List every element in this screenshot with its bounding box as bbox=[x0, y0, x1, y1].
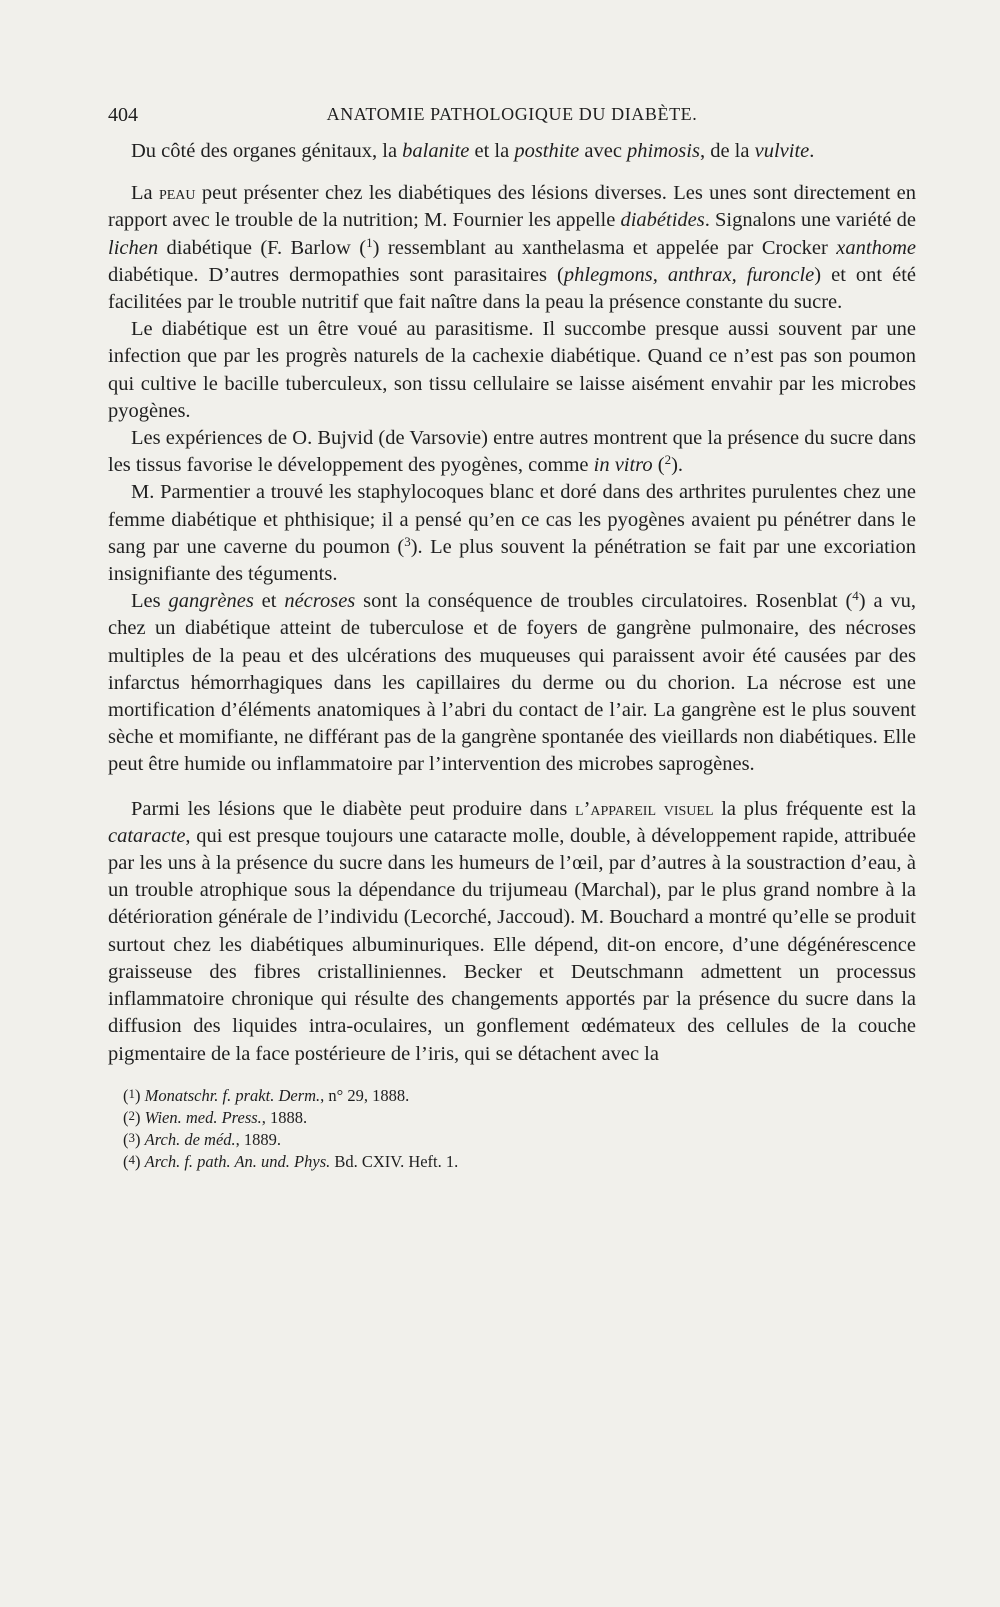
paragraph-bujvid-experiments: Les expériences de O. Bujvid (de Varsovie) entre autres montrent que la présence du sucre dans les tissus favorise le développement des pyogènes, comme in vitro ($^2$). bbox=[108, 427, 916, 477]
page-number: 404 bbox=[108, 104, 138, 126]
footnote-ref: 1 bbox=[366, 234, 373, 250]
running-header bbox=[108, 104, 916, 134]
paragraph-skin-lesions: La peau peut présenter chez les diabétiques des lésions diverses. Les unes sont directement en rapport avec le trouble de la nutrition; M. Fournier les appelle diabétides. Signalons une variété de lichen diabétique (F. Barlow ($^1$) ressemblant au xanthelasma et appelée par Crocker xanthome diabétique. D’autres dermopathies sont parasitaires (phlegmons, anthrax, furoncle) et ont été facilitées par le trouble nutritif que fait naître dans la peau la présence constante du sucre. bbox=[108, 182, 917, 314]
running-title: ANATOMIE PATHOLOGIQUE DU DIABÈTE. bbox=[326, 104, 698, 124]
footnotes bbox=[108, 1084, 916, 1172]
paragraph-parmentier: M. Parmentier a trouvé les staphylocoques blanc et doré dans des arthrites purulentes chez une femme diabétique et phthisique; il a pensé qu’en ce cas les pyogènes avaient pu pénétrer dans le sang par une caverne du poumon ($^3$). Le plus souvent la pénétration se fait par une excoriation insignifiante des téguments. bbox=[108, 481, 916, 586]
footnote: (4) Arch. f. path. An. und. Phys. Bd. CXIV. Heft. 1. bbox=[123, 1151, 459, 1171]
footnote: (2) Wien. med. Press., 1888. bbox=[123, 1107, 308, 1127]
footnote-ref: 4 bbox=[852, 588, 859, 604]
paragraph-genital-organs: Du côté des organes génitaux, la balanite et la posthite avec phimosis, de la vulvite. bbox=[131, 140, 815, 162]
footnote: (3) Arch. de méd., 1889. bbox=[123, 1129, 282, 1149]
paragraph-gangrene-necrosis: Les gangrènes et nécroses sont la conséquence de troubles circulatoires. Rosenblat ($^4$) a vu, chez un diabétique atteint de tuberculose et de foyers de gangrène pulmonaire, des nécroses multiples de la peau et des ulcérations des muqueuses qui paraissent avoir été causées par des infarctus hémorrhagiques dans les capillaires du derme ou du chorion. La nécrose est une mortification d’éléments anatomiques à l’abri du contact de l’air. La gangrène est le plus souvent sèche et momifiante, ne différant pas de la gangrène spontanée des vieillards non diabétiques. Elle peut être humide ou inflammatoire par l’intervention des microbes saprogènes. bbox=[108, 588, 916, 776]
book-page bbox=[108, 104, 916, 1172]
footnote-ref: 2 bbox=[664, 452, 672, 468]
footnote: (1) Monatschr. f. prakt. Derm., n° 29, 1888. bbox=[123, 1085, 410, 1105]
footnote-ref: 3 bbox=[404, 533, 411, 549]
paragraph-visual-apparatus: Parmi les lésions que le diabète peut produire dans l’appareil visuel la plus fréquente est la cataracte, qui est presque toujours une cataracte molle, double, à développement rapide, attribuée par les uns à la présence du sucre dans les humeurs de l’œil, par d’autres à la soustraction d’eau, à un trouble atrophique sous la dépendance du trijumeau (Marchal), par le plus grand nombre à la détérioration générale de l’individu (Lecorché, Jaccoud). M. Bouchard a montré qu’elle se produit surtout chez les diabétiques albuminuriques. Elle dépend, dit-on encore, d’une dégénérescence graisseuse des fibres cristalliniennes. Becker et Deutschmann admettent un processus inflammatoire chronique qui résulte des changements apportés par la présence du sucre dans la diffusion des liquides intra-oculaires, un gonflement œdémateux des cellules de la couche pigmentaire de la face postérieure de l’iris, qui se détachent avec la bbox=[108, 797, 916, 1065]
paragraph-parasitism: Le diabétique est un être voué au parasitisme. Il succombe presque aussi souvent par une infection que par les progrès naturels de la cachexie diabétique. Quand ce n’est pas son poumon qui cultive le bacille tuberculeux, son tissu cellulaire se laisse aisément envahir par les microbes pyogènes. bbox=[108, 318, 916, 422]
